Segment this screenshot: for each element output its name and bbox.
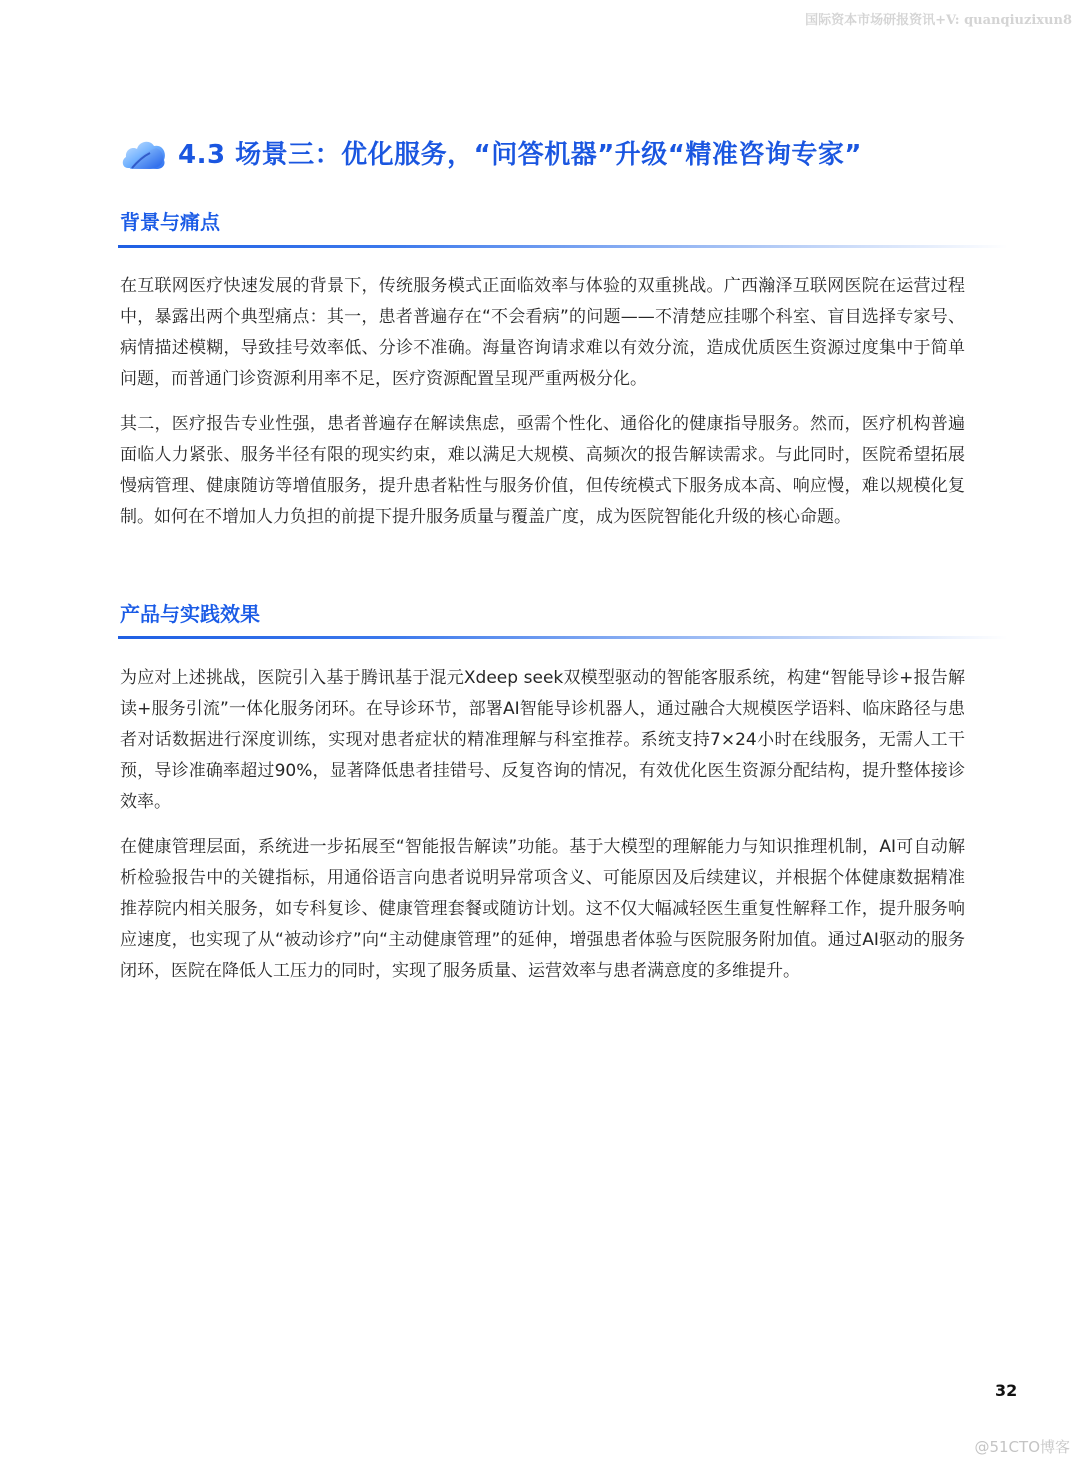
section-heading-product: 产品与实践效果 xyxy=(120,602,260,626)
paragraph-background-2: 其二，医疗报告专业性强，患者普遍存在解读焦虑，亟需个性化、通俗化的健康指导服务。然而，医疗机构普遍面临人力紧张、服务半径有限的现实约束，难以满足大规模、高频次的报告解读需求。与此同时，医院希望拓展慢病管理、健康随访等增值服务，提升患者粘性与服务价值，但传统模式下服务成本高、响应慢，难以规模化复制。如何在不增加人力负担的前提下提升服务质量与覆盖广度，成为医院智能化升级的核心命题。 xyxy=(120,414,965,527)
cloud-icon xyxy=(120,130,168,174)
page-number: 32 xyxy=(995,1381,1018,1400)
page-title-row xyxy=(120,130,862,174)
page-title: 4.3 场景三：优化服务，“问答机器”升级“精准咨询专家” xyxy=(178,139,862,170)
paragraph-background-1: 在互联网医疗快速发展的背景下，传统服务模式正面临效率与体验的双重挑战。广西瀚泽互联网医院在运营过程中，暴露出两个典型痛点：其一，患者普遍存在“不会看病”的问题——不清楚应挂哪个科室、盲目选择专家号、病情描述模糊，导致挂号效率低、分诊不准确。海量咨询请求难以有效分流，造成优质医生资源过度集中于简单问题，而普通门诊资源利用率不足，医疗资源配置呈现严重两极分化。 xyxy=(120,276,965,389)
section-heading-background: 背景与痛点 xyxy=(120,210,220,234)
section-divider xyxy=(118,636,1008,639)
watermark-bottom: @51CTO博客 xyxy=(974,1438,1070,1456)
watermark-top: 国际资本市场研报资讯+V: quanqiuzixun8 xyxy=(805,13,1072,28)
paragraph-product-1: 为应对上述挑战，医院引入基于腾讯基于混元Xdeep seek双模型驱动的智能客服系统，构建“智能导诊+报告解读+服务引流”一体化服务闭环。在导诊环节，部署AI智能导诊机器人，通过融合大规模医学语料、临床路径与患者对话数据进行深度训练，实现对患者症状的精准理解与科室推荐。系统支持7×24小时在线服务，无需人工干预，导诊准确率超过90%，显著降低患者挂错号、反复咨询的情况，有效优化医生资源分配结构，提升整体接诊效率。 xyxy=(120,668,965,812)
paragraph-product-2: 在健康管理层面，系统进一步拓展至“智能报告解读”功能。基于大模型的理解能力与知识推理机制，AI可自动解析检验报告中的关键指标，用通俗语言向患者说明异常项含义、可能原因及后续建议，并根据个体健康数据精准推荐院内相关服务，如专科复诊、健康管理套餐或随访计划。这不仅大幅减轻医生重复性解释工作，提升服务响应速度，也实现了从“被动诊疗”向“主动健康管理”的延伸，增强患者体验与医院服务附加值。通过AI驱动的服务闭环，医院在降低人工压力的同时，实现了服务质量、运营效率与患者满意度的多维提升。 xyxy=(120,837,965,981)
section-divider xyxy=(118,245,1008,248)
